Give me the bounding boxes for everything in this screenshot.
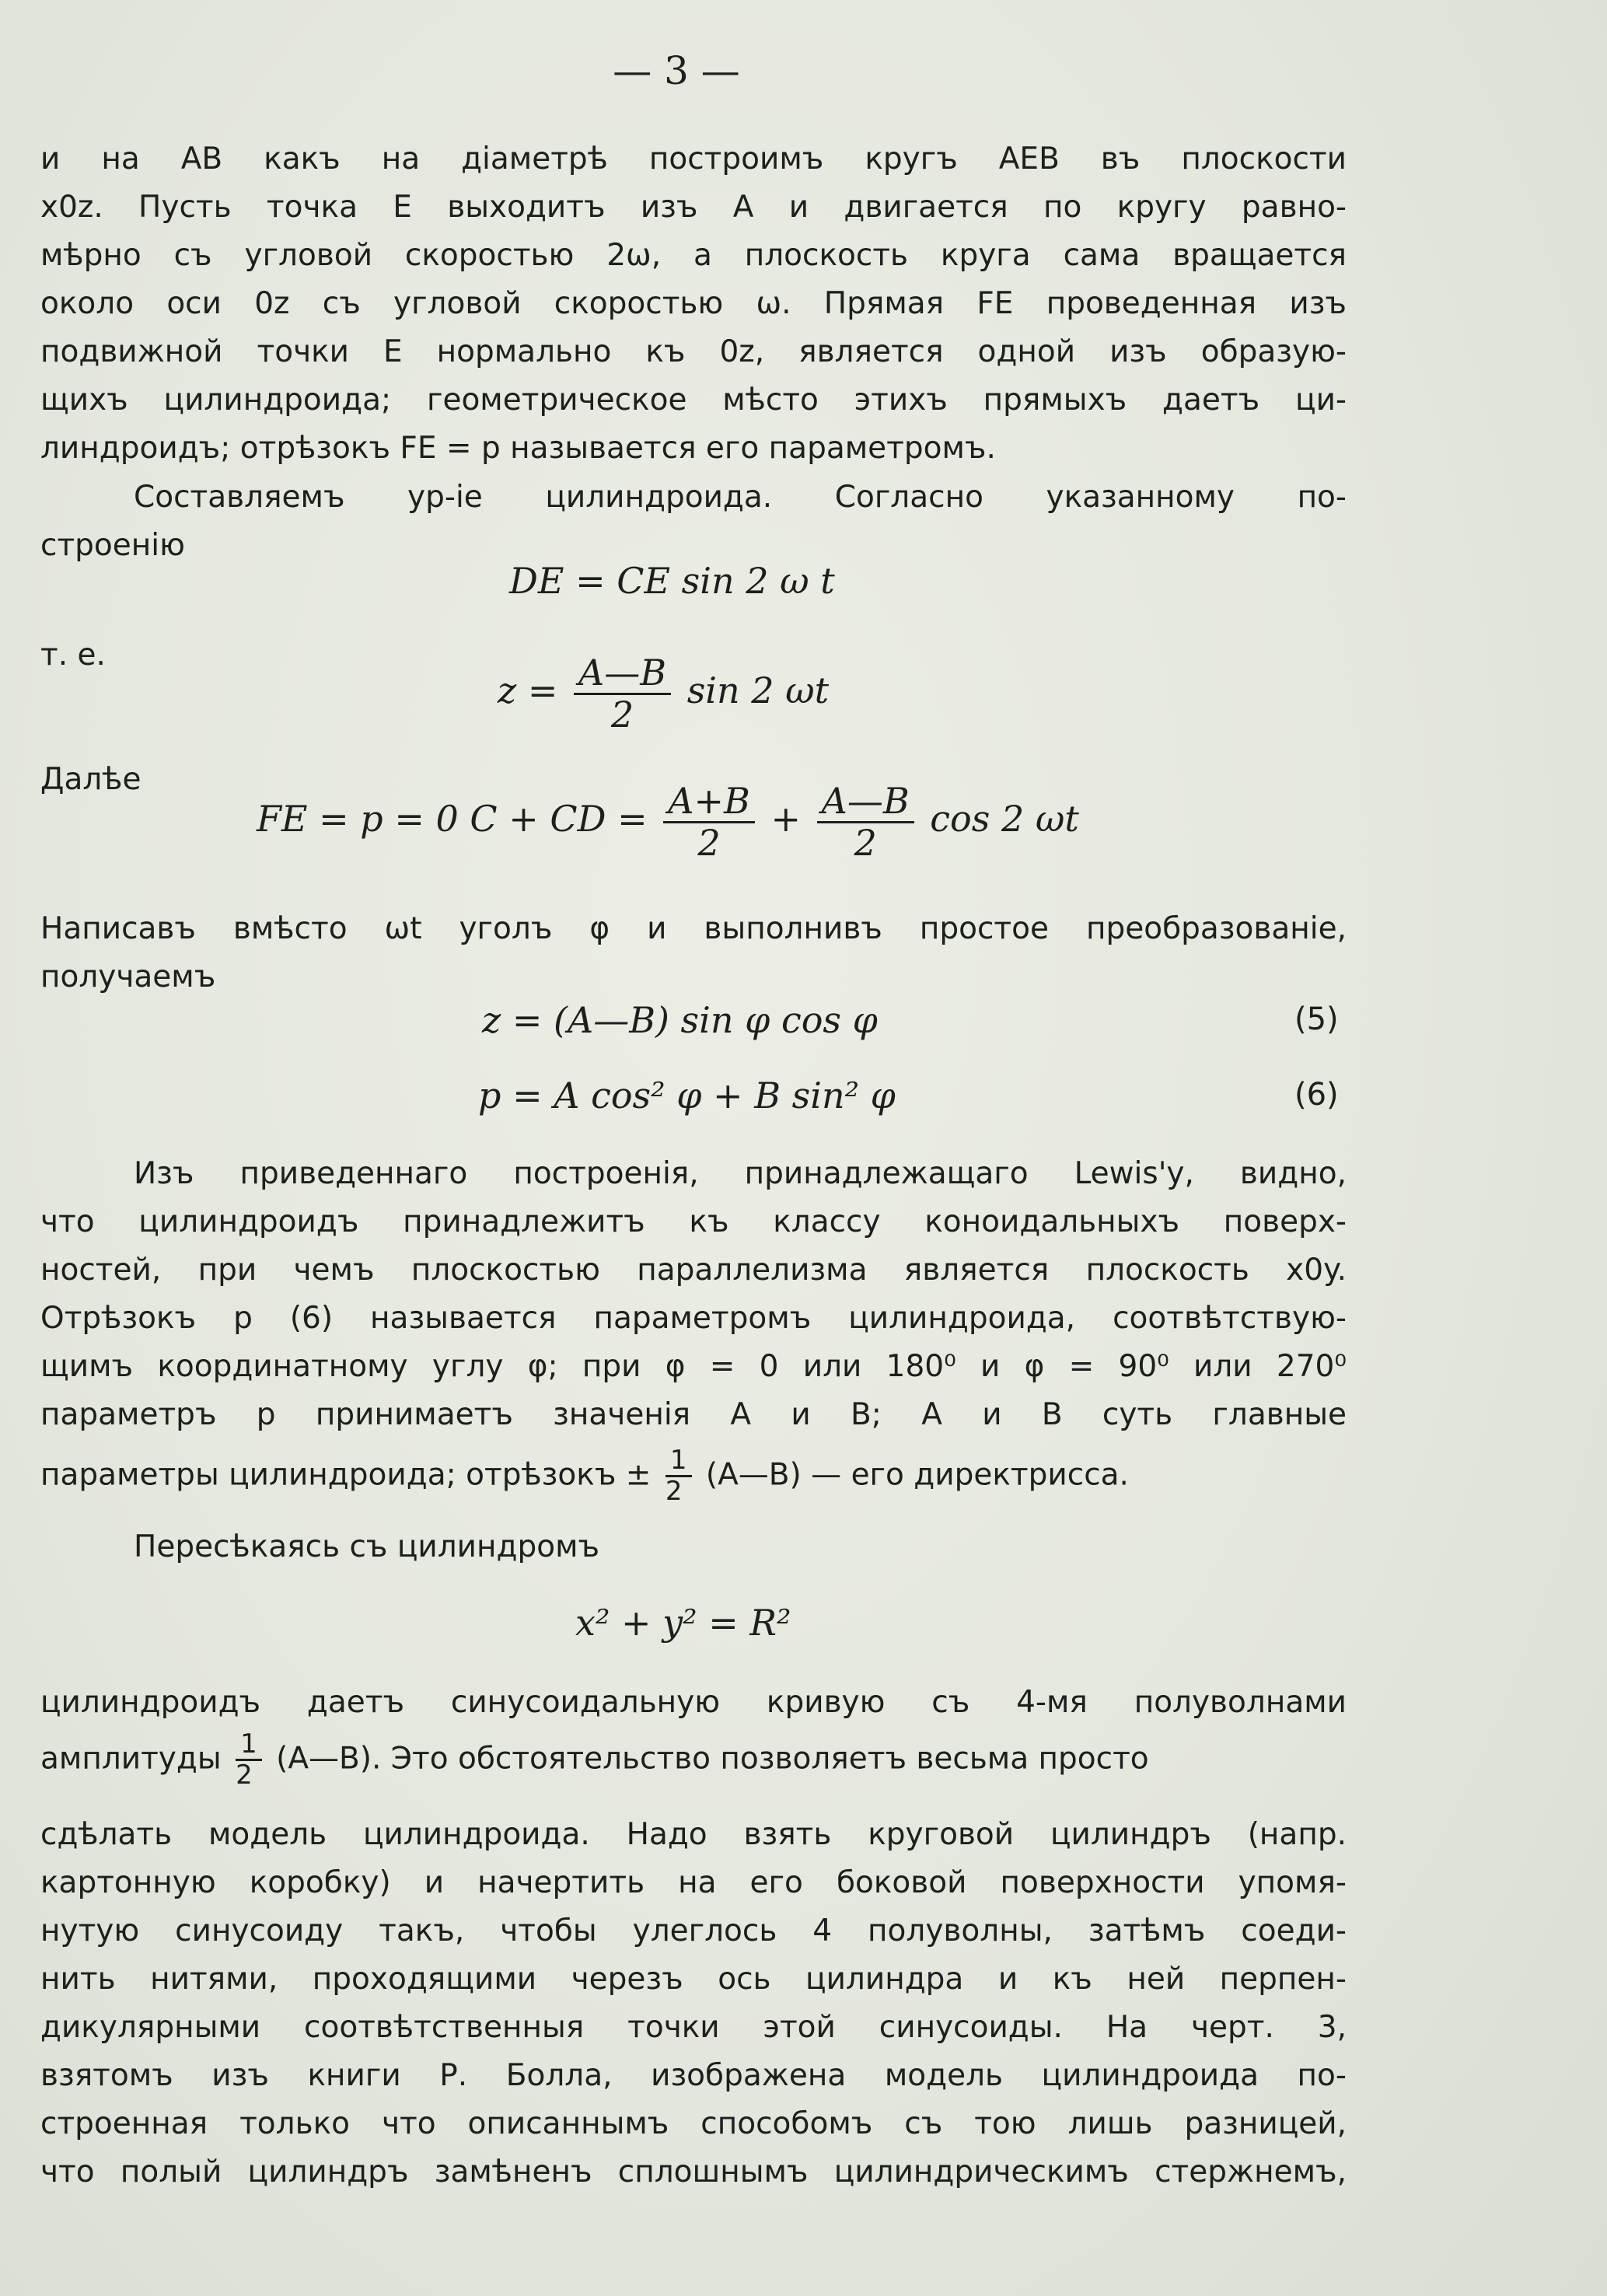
fraction-denominator: 2 xyxy=(236,1760,253,1791)
formula-lhs: FE = p = 0 C + CD = xyxy=(257,798,648,840)
formula-plus: + xyxy=(770,798,802,840)
text-line: взятомъ изъ книги Р. Болла, изображена модель цилиндроида по- xyxy=(40,2058,1347,2093)
fraction xyxy=(666,1446,692,1507)
text-line: строенная только что описаннымъ способомъ съ тою лишь разницей, xyxy=(40,2106,1347,2141)
formula-fe xyxy=(257,781,1079,862)
label-te: т. е. xyxy=(40,638,106,673)
text-line: Составляемъ ур-іе цилиндроида. Согласно указанному по- xyxy=(134,480,1347,515)
text-line: получаемъ xyxy=(40,959,216,994)
text-line: строенію xyxy=(40,528,185,563)
fraction xyxy=(236,1730,262,1791)
fraction-numerator: A+B xyxy=(663,781,755,823)
fraction-denominator: 2 xyxy=(697,821,721,864)
fraction-denominator: 2 xyxy=(854,821,877,864)
text-line xyxy=(40,1446,1347,1516)
text-line: картонную коробку) и начертить на его боковой поверхности упомя- xyxy=(40,1865,1347,1900)
text-line: мѣрно съ угловой скоростью 2ω, а плоскость круга сама вращается xyxy=(40,238,1347,273)
fraction xyxy=(663,781,755,862)
label-dalee: Далѣе xyxy=(40,762,141,797)
text-line: и на AB какъ на діаметрѣ построимъ кругъ AEB въ плоскости xyxy=(40,142,1347,176)
fraction-denominator: 2 xyxy=(610,693,634,736)
formula-de: DE = CE sin 2 ω t xyxy=(509,560,835,602)
text-line xyxy=(40,1730,1347,1800)
text-line: щимъ координатному углу φ; при φ = 0 или 180⁰ и φ = 90⁰ или 270⁰ xyxy=(40,1349,1347,1384)
text-line: Изъ приведеннаго построенія, принадлежащаго Lewis'y, видно, xyxy=(134,1156,1347,1191)
text-line: щихъ цилиндроида; геометрическое мѣсто этихъ прямыхъ даетъ ци- xyxy=(40,383,1347,418)
text-line: подвижной точки E нормально къ 0z, является одной изъ образую- xyxy=(40,334,1347,369)
formula-5: z = (A—B) sin φ cos φ xyxy=(482,999,878,1041)
formula-z xyxy=(498,653,829,734)
formula-6: p = A cos² φ + B sin² φ xyxy=(478,1075,896,1117)
text-line: нутую синусоиду такъ, чтобы улеглось 4 полуволны, затѣмъ соеди- xyxy=(40,1913,1347,1948)
text-segment: амплитуды xyxy=(40,1741,222,1777)
text-line: сдѣлать модель цилиндроида. Надо взять круговой цилиндръ (напр. xyxy=(40,1817,1347,1852)
text-line: цилиндроидъ даетъ синусоидальную кривую съ 4-мя полуволнами xyxy=(40,1685,1347,1720)
text-line: что цилиндроидъ принадлежитъ къ классу коноидальныхъ поверх- xyxy=(40,1204,1347,1239)
fraction-numerator: 1 xyxy=(236,1730,262,1761)
formula-rhs: sin 2 ωt xyxy=(686,669,830,712)
fraction-numerator: A—B xyxy=(574,653,671,695)
formula-lhs: z = xyxy=(498,669,558,712)
fraction xyxy=(817,781,914,862)
text-segment: (A—B) — его директрисса. xyxy=(705,1457,1129,1493)
text-line: около оси 0z съ угловой скоростью ω. Прямая FE проведенная изъ xyxy=(40,286,1347,321)
text-line: Пересѣкаясь съ цилиндромъ xyxy=(134,1529,600,1564)
formula-rhs: cos 2 ωt xyxy=(930,798,1079,840)
text-line: Отрѣзокъ p (6) называется параметромъ цилиндроида, соотвѣтствую- xyxy=(40,1301,1347,1336)
text-segment: параметры цилиндроида; отрѣзокъ ± xyxy=(40,1457,652,1493)
formula-cylinder: x² + y² = R² xyxy=(575,1602,791,1644)
text-line: дикулярными соотвѣтственныя точки этой синусоиды. На черт. 3, xyxy=(40,2010,1347,2045)
text-line: x0z. Пусть точка E выходитъ изъ A и двигается по кругу равно- xyxy=(40,190,1347,225)
equation-number-6: (6) xyxy=(1294,1077,1339,1113)
text-line: ностей, при чемъ плоскостью параллелизма является плоскость x0y. xyxy=(40,1253,1347,1288)
text-line: нить нитями, проходящими черезъ ось цилиндра и къ ней перпен- xyxy=(40,1962,1347,1997)
text-line: что полый цилиндръ замѣненъ сплошнымъ цилиндрическимъ стержнемъ, xyxy=(40,2154,1347,2189)
fraction-denominator: 2 xyxy=(665,1476,683,1508)
text-segment: (A—B). Это обстоятельство позволяетъ весьма просто xyxy=(276,1741,1149,1777)
text-line: параметръ p принимаетъ значенія A и B; A и B суть главные xyxy=(40,1397,1347,1432)
page-number: — 3 — xyxy=(613,48,740,93)
fraction-numerator: 1 xyxy=(666,1446,692,1477)
equation-number-5: (5) xyxy=(1294,1001,1339,1037)
fraction-numerator: A—B xyxy=(817,781,914,823)
text-line: Написавъ вмѣсто ωt уголъ φ и выполнивъ простое преобразованіе, xyxy=(40,911,1347,946)
fraction xyxy=(574,653,671,734)
text-line: линдроидъ; отрѣзокъ FE = p называется его параметромъ. xyxy=(40,431,996,466)
